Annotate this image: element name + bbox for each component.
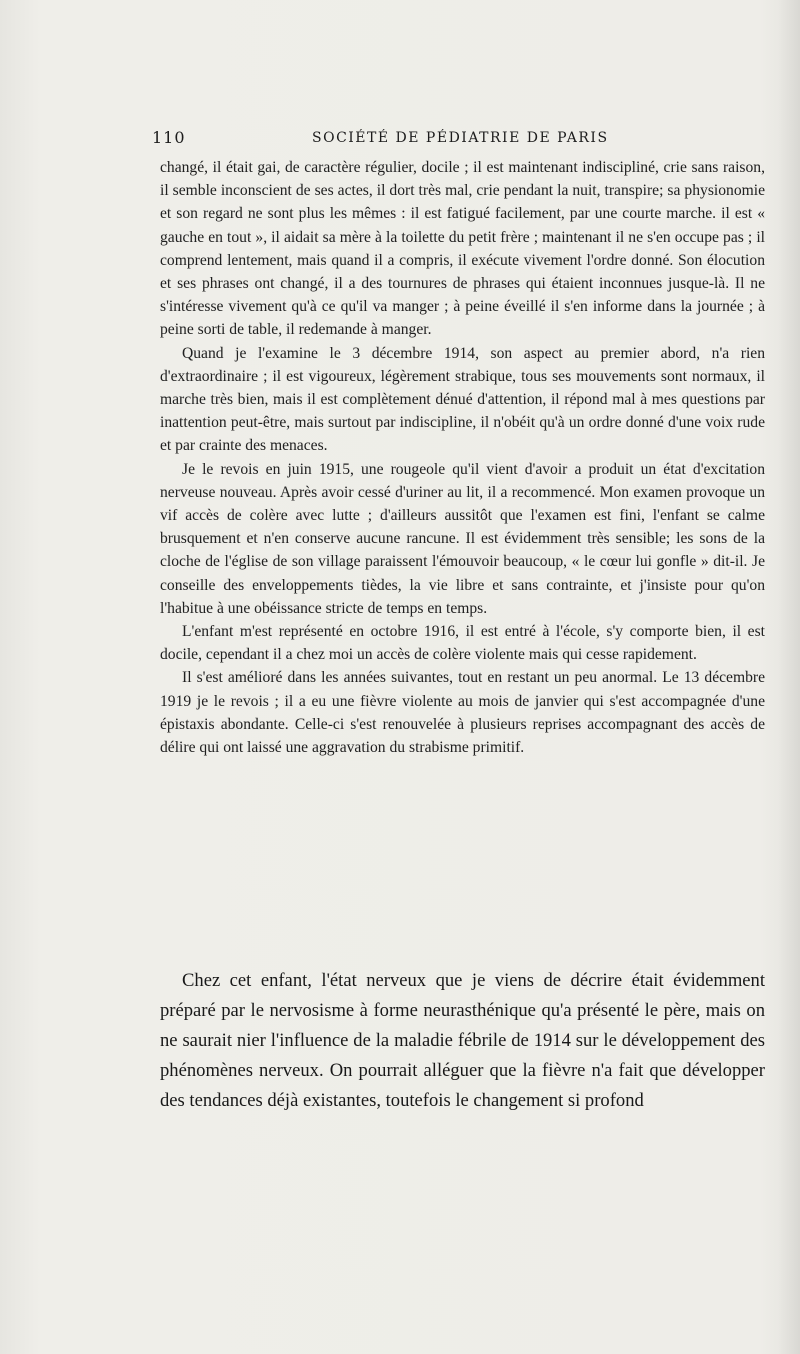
paragraph-examination-1914: Quand je l'examine le 3 décembre 1914, son aspect au premier abord, n'a rien d'extraordinaire ; il est vigoureux, légèrement strabique, tous ses mouvements sont normaux, il marche très bien, mais il est complètement dénué d'attention, il répond mal à mes questions par inattention peut-être, mais surtout par indiscipline, il n'obéit qu'à un ordre donné d'une voix rude et par crainte des menaces.: [160, 344, 765, 455]
paragraph-visit-1919: Il s'est amélioré dans les années suivantes, tout en restant un peu anormal. Le 13 décembre 1919 je le revois ; il a eu une fièvre violente au mois de janvier qui s'est accompagnée d'une épistaxis abondante. Celle-ci s'est renouvelée à plusieurs reprises accompagnant des accès de délire qui ont laissé une aggravation du strabisme primitif.: [160, 669, 765, 757]
case-report-body: [160, 156, 765, 759]
paragraph-discussion: Chez cet enfant, l'état nerveux que je viens de décrire était évidemment préparé par le nervosisme à forme neurasthénique qu'a présenté le père, mais on ne saurait nier l'influence de la maladie fébrile de 1914 sur le développement des phénomènes nerveux. On pourrait alléguer que la fièvre n'a fait que développer des tendances déjà existantes, toutefois le changement si profond: [160, 970, 765, 1111]
page-edge-shadow: [778, 0, 800, 1354]
paragraph-case-continued: changé, il était gai, de caractère régulier, docile ; il est maintenant indiscipliné, crie sans raison, il semble inconscient de ses actes, il dort très mal, crie pendant la nuit, transpire; sa physionomie et son regard ne sont plus les mêmes : il est fatigué facilement, par une courte marche. il est « gauche en tout », il aidait sa mère à la toilette du petit frère ; maintenant il ne s'en occupe pas ; il comprend lentement, mais quand il a compris, il exécute vivement l'ordre donné. Son élocution et ses phrases ont changé, il a des tournures de phrases qui étaient inconnues jusque-là. Il ne s'intéresse vivement qu'à ce qu'il va manger ; à peine éveillé il s'en informe dans la journée ; à peine sorti de table, il redemande à manger.: [160, 159, 765, 339]
running-title: SOCIÉTÉ DE PÉDIATRIE DE PARIS: [312, 130, 609, 146]
paragraph-visit-1916: L'enfant m'est représenté en octobre 1916, il est entré à l'école, s'y comporte bien, il est docile, cependant il a chez moi un accès de colère violente mais qui cesse rapidement.: [160, 623, 765, 664]
page-number: 110: [152, 128, 186, 147]
discussion-body: [160, 966, 765, 1116]
paragraph-visit-1915: Je le revois en juin 1915, une rougeole qu'il vient d'avoir a produit un état d'excitation nerveuse nouveau. Après avoir cessé d'uriner au lit, il a recommencé. Mon examen provoque un vif accès de colère avec lutte ; d'ailleurs aussitôt que l'examen est fini, l'enfant se calme brusquement et n'en conserve aucune rancune. Il est évidemment très sensible; les sons de la cloche de l'église de son village paraissent l'émouvoir beaucoup, « le cœur lui gonfle » dit-il. Je conseille des enveloppements tièdes, la vie libre et sans contrainte, et j'insiste pour qu'on l'habitue à une obéissance stricte de temps en temps.: [160, 460, 765, 617]
running-head: [152, 128, 742, 152]
